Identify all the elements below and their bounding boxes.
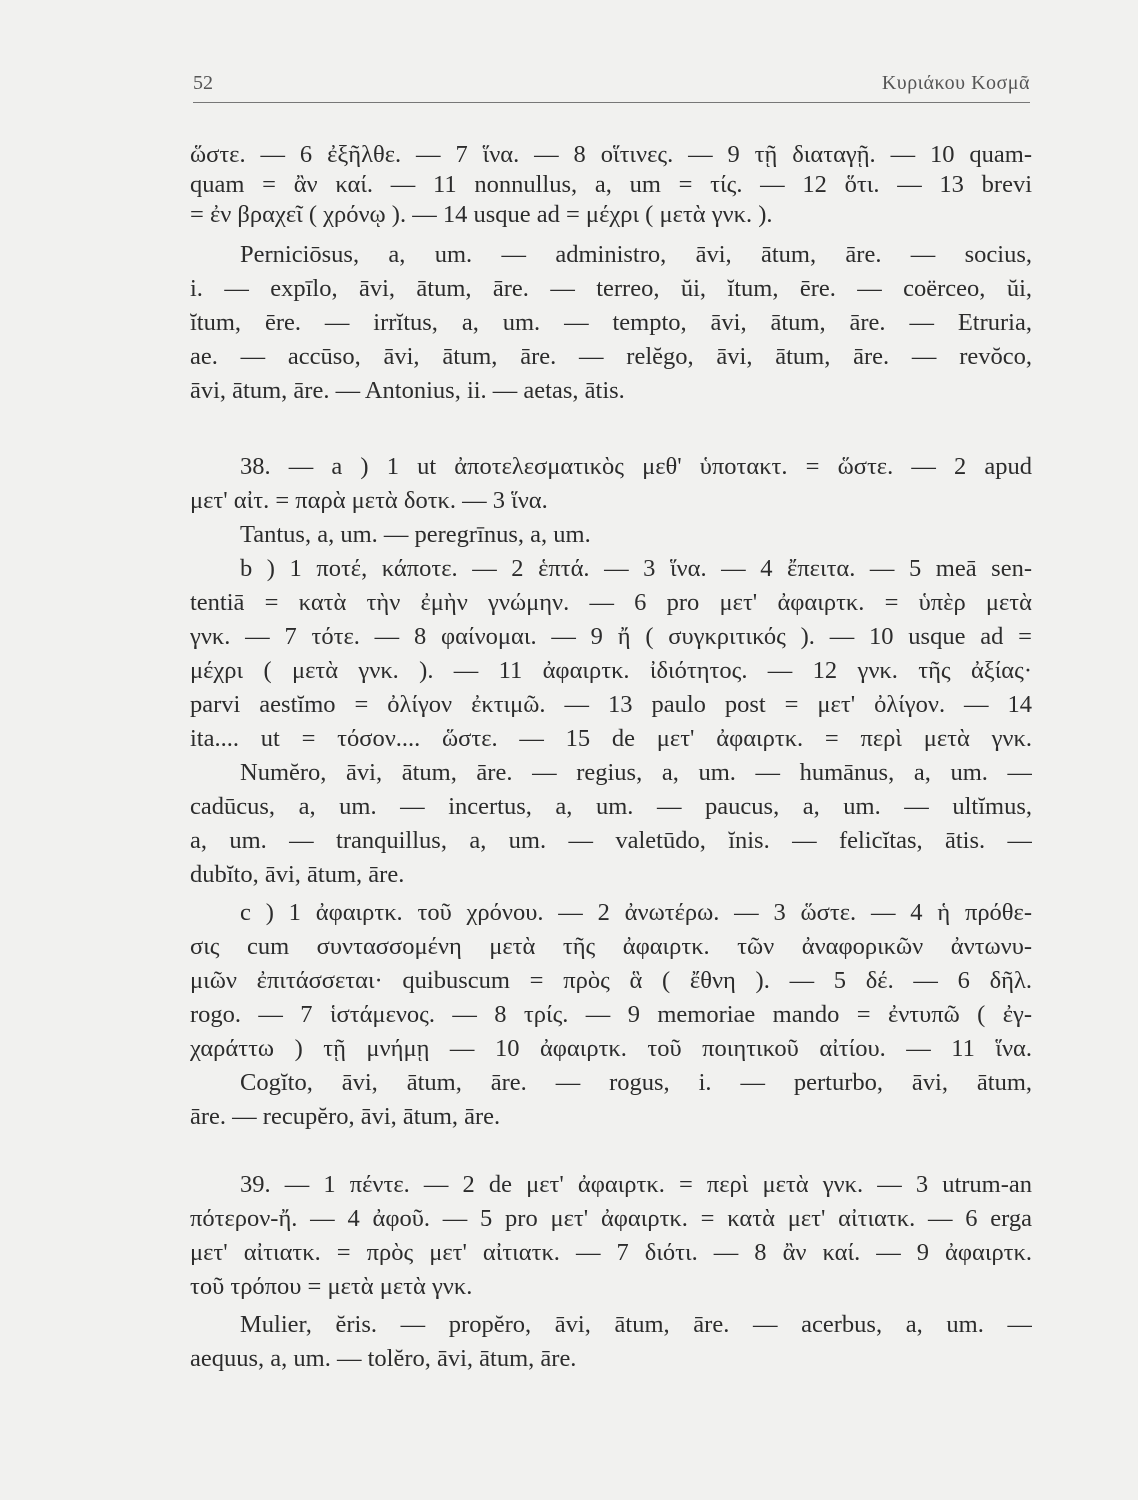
text-line: parvi aestĭmo = ὀλίγον ἐκτιμῶ. — 13 paulo post = μετ' ὀλίγον. — 14 [190,691,1032,718]
text-line: c ) 1 ἀφαιρτκ. τοῦ χρόνου. — 2 ἀνωτέρω. — 3 ὥστε. — 4 ἡ πρόθε- [240,899,1032,926]
text-line: āvi, ātum, āre. — Antonius, ii. — aetas, ātis. [190,377,625,404]
text-line: ita.... ut = τόσον.... ὥστε. — 15 de μετ' ἀφαιρτκ. = περὶ μετὰ γνκ. [190,725,1032,752]
text-line: Tantus, a, um. — peregrīnus, a, um. [240,521,591,548]
text-line: b ) 1 ποτέ, κάποτε. — 2 ἑπτά. — 3 ἵνα. — 4 ἔπειτα. — 5 meā sen- [240,555,1032,582]
text-line: μέχρι ( μετὰ γνκ. ). — 11 ἀφαιρτκ. ἰδιότητος. — 12 γνκ. τῆς ἀξίας· [190,657,1032,684]
text-line: dubĭto, āvi, ātum, āre. [190,861,405,888]
text-line: χαράττω ) τῇ μνήμῃ — 10 ἀφαιρτκ. τοῦ ποιητικοῦ αἰτίου. — 11 ἵνα. [190,1035,1032,1062]
text-line: rogo. — 7 ἱστάμενος. — 8 τρίς. — 9 memoriae mando = ἐντυπῶ ( ἐγ- [190,1001,1032,1028]
text-line: ĭtum, ēre. — irrĭtus, a, um. — tempto, āvi, ātum, āre. — Etruria, [190,309,1032,336]
text-line: μετ' αἰτ. = παρὰ μετὰ δοτκ. — 3 ἵνα. [190,487,548,514]
page-header [193,72,1030,102]
text-line: σις cum συντασσομένη μετὰ τῆς ἀφαιρτκ. τῶν ἀναφορικῶν ἀντωνυ- [190,933,1032,960]
section-38-line: 38. — a ) 1 ut ἀποτελεσματικὸς μεθ' ὑποτακτ. = ὥστε. — 2 apud [240,453,1032,480]
text-line: = ἐν βραχεῖ ( χρόνῳ ). — 14 usque ad = μέχρι ( μετὰ γνκ. ). [190,201,773,228]
text-line: āre. — recupĕro, āvi, ātum, āre. [190,1103,501,1130]
text-line: γνκ. — 7 τότε. — 8 φαίνομαι. — 9 ἤ ( συγκριτικός ). — 10 usque ad = [190,623,1032,650]
text-line: μετ' αἰτιατκ. = πρὸς μετ' αἰτιατκ. — 7 διότι. — 8 ἂν καί. — 9 ἀφαιρτκ. [190,1239,1032,1266]
text-line: i. — expīlo, āvi, ātum, āre. — terreo, ŭi, ĭtum, ēre. — coërceo, ŭi, [190,275,1032,302]
text-line: ae. — accūso, āvi, ātum, āre. — relĕgo, āvi, ātum, āre. — revŏco, [190,343,1032,370]
section-39-line: 39. — 1 πέντε. — 2 de μετ' ἀφαιρτκ. = περὶ μετὰ γνκ. — 3 utrum-an [240,1171,1032,1198]
text-line: Mulier, ĕris. — propĕro, āvi, ātum, āre. — acerbus, a, um. — [240,1311,1032,1338]
text-line: aequus, a, um. — tolĕro, āvi, ātum, āre. [190,1345,577,1372]
text-line: cadūcus, a, um. — incertus, a, um. — paucus, a, um. — ultĭmus, [190,793,1032,820]
text-line: tentiā = κατὰ τὴν ἐμὴν γνώμην. — 6 pro μετ' ἀφαιρτκ. = ὑπὲρ μετὰ [190,589,1032,616]
text-line: Perniciōsus, a, um. — administro, āvi, ātum, āre. — socius, [240,241,1032,268]
running-head: Κυριάκου Κοσμᾶ [881,72,1030,94]
text-line: Numĕro, āvi, ātum, āre. — regius, a, um. — humānus, a, um. — [240,759,1032,786]
text-line: τοῦ τρόπου = μετὰ μετὰ γνκ. [190,1273,473,1300]
text-line: a, um. — tranquillus, a, um. — valetūdo, ĭnis. — felicĭtas, ātis. — [190,827,1032,854]
text-line: πότερον-ἤ. — 4 ἀφοῦ. — 5 pro μετ' ἀφαιρτκ. = κατὰ μετ' αἰτιατκ. — 6 erga [190,1205,1032,1232]
text-line: μιῶν ἐπιτάσσεται· quibuscum = πρὸς ἃ ( ἔθνη ). — 5 δέ. — 6 δῆλ. [190,967,1032,994]
header-rule [193,102,1030,103]
text-line: ὥστε. — 6 ἐξῆλθε. — 7 ἵνα. — 8 οἵτινες. — 9 τῇ διαταγῇ. — 10 quam- [190,141,1032,168]
page-number: 52 [193,72,213,94]
text-line: quam = ἂν καί. — 11 nonnullus, a, um = τίς. — 12 ὅτι. — 13 brevi [190,171,1032,198]
text-line: Cogĭto, āvi, ātum, āre. — rogus, i. — perturbo, āvi, ātum, [240,1069,1032,1096]
